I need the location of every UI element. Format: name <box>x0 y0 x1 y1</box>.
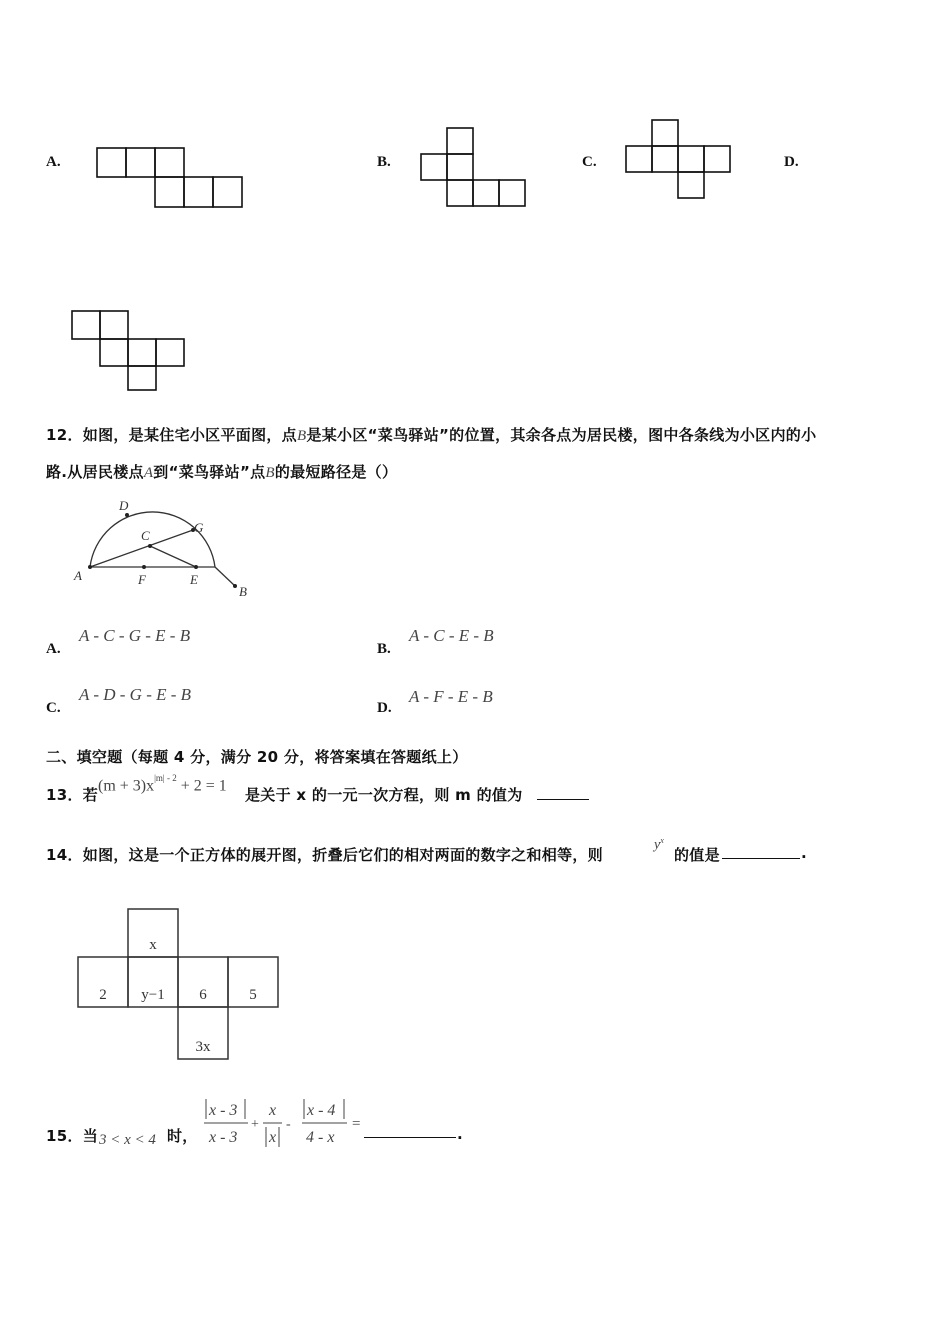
q14-expression: $y^x$ <box>654 836 664 853</box>
q14-suffix: 的值是 <box>674 846 720 864</box>
cell-4: 5 <box>249 987 257 1003</box>
q13-prefix: 13．若 <box>46 786 99 804</box>
q13-suffix: 是关于 x 的一元一次方程，则 m 的值为 <box>245 786 523 804</box>
term1-denominator: x - 3 <box>209 1129 238 1146</box>
plus-sign: + <box>251 1117 259 1132</box>
q12-option-b-label: B. <box>377 641 391 657</box>
figure-label-a: A <box>74 568 82 583</box>
segment-eb <box>215 567 235 586</box>
q14-text: 14．如图，这是一个正方体的展开图，折叠后它们的相对两面的数字之和相等，则 <box>46 846 603 864</box>
q14-end: . <box>801 844 807 862</box>
figure-label-b: B <box>239 584 247 599</box>
q12-option-c-path: A - D - G - E - B <box>79 685 192 704</box>
q12-text-line1: 12．如图，是某住宅小区平面图，点B是某小区“菜鸟驿站”的位置，其余各点为居民楼，图中各条线为小区内的小 <box>46 426 817 444</box>
q14-cube-net <box>76 907 282 1063</box>
q12-option-c-label: C. <box>46 700 61 716</box>
term3-numerator: x - 4 <box>307 1102 336 1119</box>
q15-prefix: 15．当 <box>46 1127 99 1145</box>
q14-answer-blank[interactable] <box>722 858 800 859</box>
minus-sign: - <box>286 1117 291 1132</box>
q15-expression <box>200 1095 370 1153</box>
q13-equation: $(m + 3)x^{|m| - 2} + 2 = 1$ <box>98 773 227 795</box>
figure-label-f: F <box>138 572 146 587</box>
term2-numerator: x <box>269 1102 277 1119</box>
q12-text-line2: 路.从居民楼点A到“菜鸟驿站”点B的最短路径是（） <box>46 463 398 481</box>
cell-bottom: 3x <box>195 1039 211 1055</box>
cell-3: 6 <box>199 987 207 1003</box>
equals-sign: = <box>352 1116 361 1132</box>
q12-option-a-label: A. <box>46 641 61 657</box>
q12-option-a-path: A - C - G - E - B <box>79 626 191 645</box>
q15-suffix: 时， <box>167 1127 198 1145</box>
cell-2: y−1 <box>141 987 165 1003</box>
section-heading: 二、填空题（每题 4 分，满分 20 分，将答案填在答题纸上） <box>46 748 468 766</box>
figure-label-d: D <box>119 498 129 513</box>
q12-option-d-path: A - F - E - B <box>409 687 493 706</box>
q11-option-c-label: C. <box>582 154 597 170</box>
q11-option-d-label: D. <box>784 154 799 170</box>
q15-condition: 3 < x < 4 <box>99 1132 156 1148</box>
q11-net-c <box>624 118 734 202</box>
q11-net-a <box>95 146 247 210</box>
term1-numerator: x - 3 <box>209 1102 238 1119</box>
q15-answer-blank[interactable] <box>364 1137 456 1138</box>
cell-1: 2 <box>99 987 107 1003</box>
segment-ce <box>150 546 196 567</box>
q11-option-a-label: A. <box>46 154 61 170</box>
q11-net-b <box>419 126 531 210</box>
cell-top: x <box>149 937 157 953</box>
term3-denominator: 4 - x <box>306 1129 335 1146</box>
q13-answer-blank[interactable] <box>537 799 589 800</box>
term2-denominator: x <box>269 1129 277 1146</box>
q15-end: . <box>457 1125 463 1143</box>
q12-point-b: B <box>296 428 307 444</box>
q12-option-b-path: A - C - E - B <box>409 626 494 645</box>
figure-label-c: C <box>141 528 150 543</box>
q11-option-b-label: B. <box>377 154 391 170</box>
q11-net-d <box>70 309 188 393</box>
q12-figure <box>66 494 266 604</box>
figure-label-g: G <box>194 520 204 535</box>
q12-option-d-label: D. <box>377 700 392 716</box>
figure-label-e: E <box>190 572 198 587</box>
